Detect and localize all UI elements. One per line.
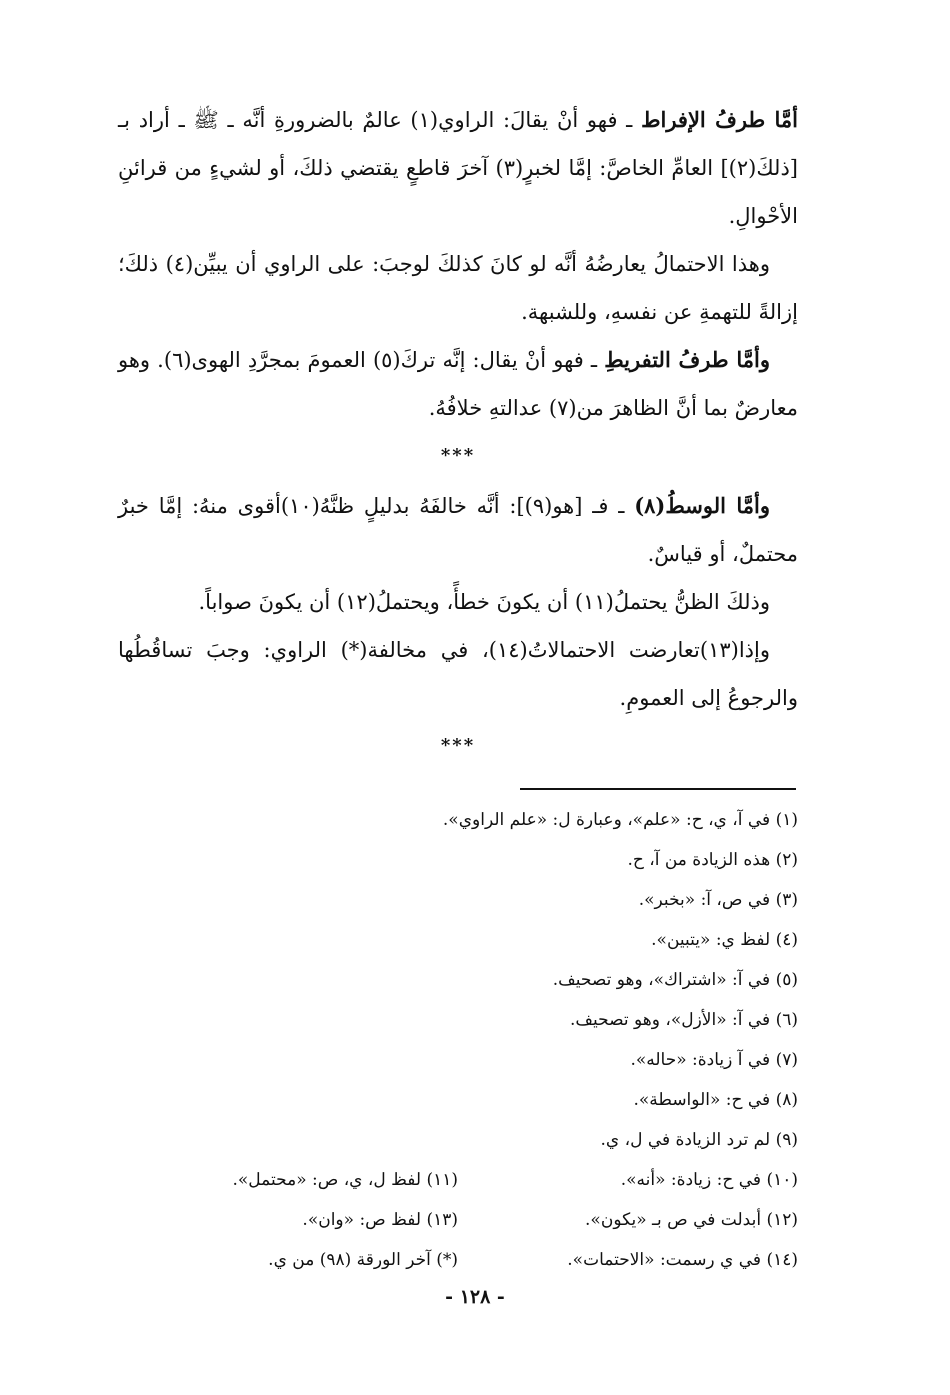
paragraph-presumption-text: وذلكَ الظنُّ يحتملُ(١١) أن يكونَ خطأً، ويحتملُ(١٢) أن يكونَ صواباً. xyxy=(198,590,770,614)
footnote: (٤) لفظ ي: «يتبين». xyxy=(651,930,798,950)
footnote: (٧) في آ زيادة: «حاله». xyxy=(630,1050,798,1070)
footnote: (٣) في ص، آ: «بخبر». xyxy=(638,890,798,910)
footnote: (١٢) أبدلت في ص بـ «يكون». xyxy=(585,1210,798,1230)
heading-negligence: وأمَّا طرفُ التفريطِ xyxy=(604,347,770,372)
paragraph-middle-text: ـ فـ [هو(٩)]: أنَّه خالفَهُ بدليلٍ ظنَّهُ(١٠)أقوى منهُ: إمَّا خبرٌ محتملٌ، أو قياسٌ. xyxy=(118,494,798,566)
footnote-columns xyxy=(118,1160,798,1280)
heading-middle: وأمَّا الوسطُ(٨) xyxy=(634,493,771,518)
paragraph-objection-text: وهذا الاحتمالُ يعارضُهُ أنَّه لو كانَ كذلكَ لوجبَ: على الراوي أن يبيِّن(٤) ذلكَ؛ إزالةً للتهمةِ عن نفسهِ، وللشبهة. xyxy=(118,252,798,324)
footnote: (٨) في ح: «الواسطة». xyxy=(633,1090,798,1110)
paragraph-conflict-text: وإذا(١٣)تعارضت الاحتمالاتُ(١٤)، في مخالفة(*) الراوي: وجبَ تساقُطُها والرجوعُ إلى العمومِ. xyxy=(118,638,798,710)
heading-excess: أمَّا طرفُ الإفراط xyxy=(641,107,798,132)
footnote: (٩) لم ترد الزيادة في ل، ي. xyxy=(600,1130,798,1150)
page-number: - ١٢٨ - xyxy=(445,1286,505,1308)
footnote: (*) آخر الورقة (٩٨) من ي. xyxy=(268,1250,458,1270)
footnote: (٢) هذه الزيادة من آ، ح. xyxy=(627,850,798,870)
paragraph-presumption xyxy=(118,578,798,626)
paragraph-excess-text: ـ فهو أنْ يقالَ: الراوي(١) عالمٌ بالضرورةِ أنَّه ـ ﷺ ـ أراد بـ [ذلكَ(٢)] العامِّ الخاصَّ: إمَّا لخبرٍ(٣) آخرَ قاطعٍ يقتضي ذلكَ، أو لشيءٍ من قرائنِ الأحْوالِ. xyxy=(118,108,798,228)
footnote: (١٤) في ي رسمت: «الاحتمات». xyxy=(567,1250,798,1270)
paragraph-middle xyxy=(118,482,798,578)
footnote: (١٣) لفظ ص: «وان». xyxy=(302,1210,458,1230)
paragraph-objection xyxy=(118,240,798,336)
footnote: (١١) لفظ ل، ي، ص: «محتمل». xyxy=(232,1170,458,1190)
footnotes xyxy=(118,800,798,1280)
main-text xyxy=(118,96,798,772)
paragraph-excess xyxy=(118,96,798,240)
footnote: (١) في آ، ي، ح: «علم»، وعبارة ل: «علم الراوي». xyxy=(442,810,798,830)
footnote: (٦) في آ: «الأزل»، وهو تصحيف. xyxy=(570,1010,798,1030)
paragraph-conflict xyxy=(118,626,798,722)
footnote: (٥) في آ: «اشتراك»، وهو تصحيف. xyxy=(552,970,798,990)
footnote: (١٠) في ح: زيادة: «أنه». xyxy=(620,1170,798,1190)
footnote-divider xyxy=(520,788,796,790)
paragraph-negligence-text: ـ فهو أنْ يقال: إنَّه تركَ(٥) العمومَ بمجرَّدِ الهوى(٦). وهو معارضٌ بما أنَّ الظاهرَ من(٧) عدالتهِ خلافُهُ. xyxy=(118,348,798,420)
section-separator: *** xyxy=(440,445,476,466)
section-separator: *** xyxy=(440,735,476,756)
paragraph-negligence xyxy=(118,336,798,432)
